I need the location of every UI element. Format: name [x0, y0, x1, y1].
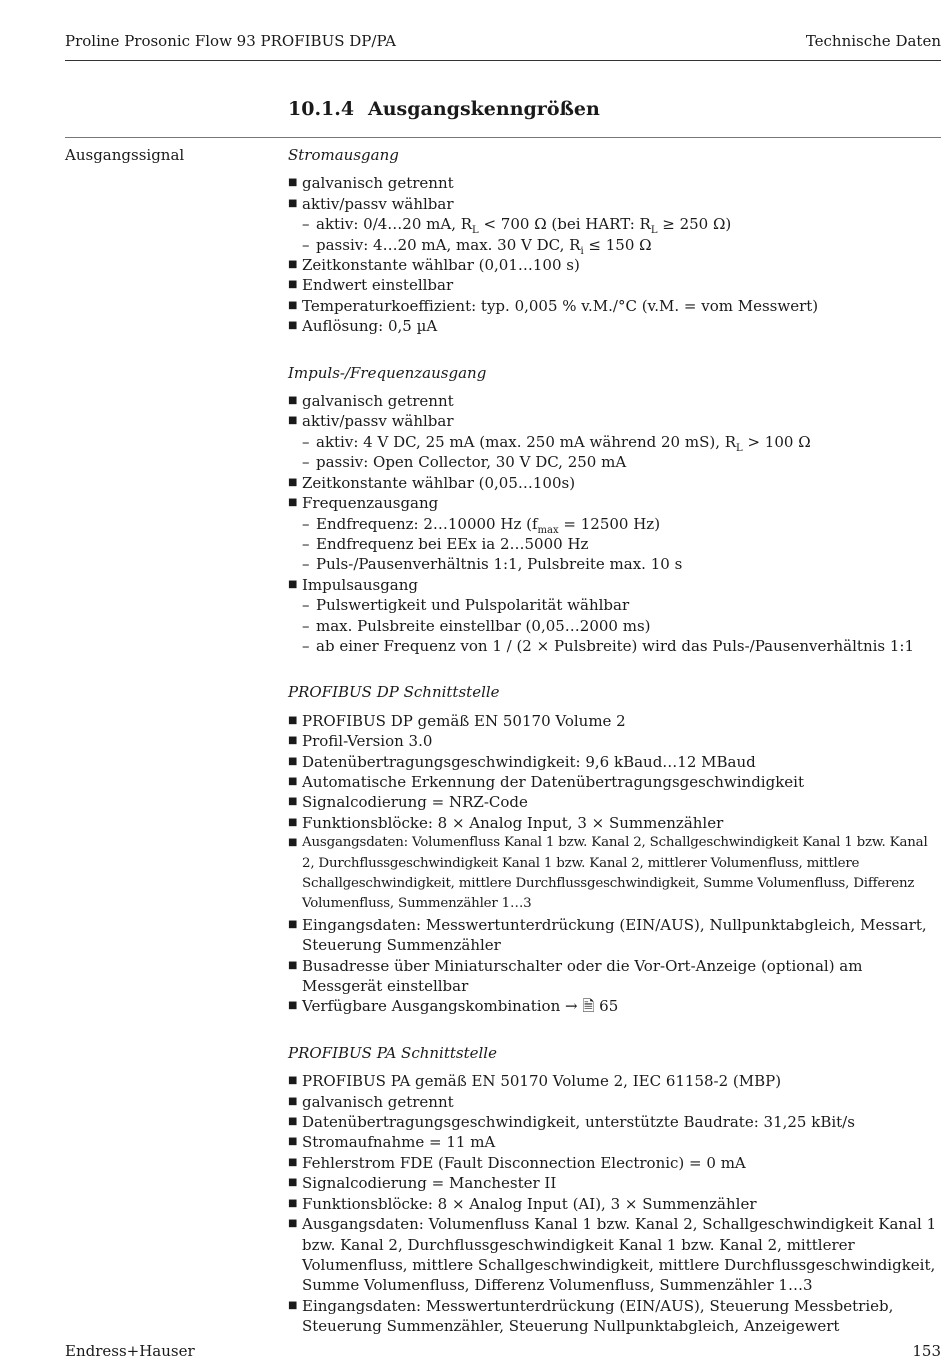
list-item-text: Ausgangsdaten: Volumenfluss Kanal 1 bzw. Kanal 2, Schallgeschwindigkeit Kanal 1 bzw. Kanal 2, Durchflussgeschwindigkeit Kanal 1 bzw. Kanal 2, mittlerer Volumenfluss, mittlere Schallgeschwindigkeit, mittlere Durchflussgeschwindigkeit, Summe Volumenfluss, Differenz Volumenfluss, Summenzähler 1…3 — [302, 1215, 937, 1295]
list-item-text: Zeitkonstante wählbar (0,01…100 s) — [302, 256, 580, 275]
list-item-text: Temperaturkoeffizient: typ. 0,005 % v.M./°C (v.M. = vom Messwert) — [302, 296, 819, 315]
sub-list-item: – ab einer Frequenz von 1 / (2 × Pulsbreite) wird das Puls-/Pausenverhältnis 1:1 — [302, 636, 943, 656]
section-number: 10.1.4 — [288, 98, 355, 120]
list-item-text: Funktionsblöcke: 8 × Analog Input, 3 × Summenzähler — [302, 813, 724, 832]
list-item-text: Fehlerstrom FDE (Fault Disconnection Electronic) = 0 mA — [302, 1153, 746, 1172]
list-item — [288, 1092, 943, 1112]
list-item — [288, 752, 943, 772]
list-item — [288, 194, 943, 255]
list-item-text: aktiv/passv wählbar — [302, 194, 454, 213]
list-item — [288, 1132, 943, 1152]
list-item — [288, 915, 943, 956]
sub-list — [302, 214, 943, 255]
group-title: Impuls-/Frequenzausgang — [288, 363, 487, 382]
sub-list-item: – passiv: 4…20 mA, max. 30 V DC, $R_i \le 150$ Ω — [302, 235, 943, 255]
list-item — [288, 772, 943, 792]
list-item — [288, 1214, 943, 1296]
list-item — [288, 1296, 943, 1337]
list-item — [288, 996, 943, 1016]
margin-label: Ausgangssignal — [65, 146, 185, 164]
list-item-text: Signalcodierung = Manchester II — [302, 1174, 557, 1193]
group-title: PROFIBUS DP Schnittstelle — [288, 683, 500, 702]
list-item — [288, 316, 943, 336]
list-item-text: Auflösung: 0,5 µA — [302, 317, 438, 336]
spec-content — [288, 145, 943, 1363]
spec-group — [288, 1043, 943, 1337]
list-item-text: aktiv/passv wählbar — [302, 412, 454, 431]
list-item-text: galvanisch getrennt — [302, 1092, 454, 1111]
sub-list-item: – aktiv: 4 V DC, 25 mA (max. 250 mA während 20 mS), $R_L > 100$ Ω — [302, 432, 943, 452]
list-item — [288, 792, 943, 812]
list-item-text: Profil-Version 3.0 — [302, 732, 433, 751]
list-item-text: Stromaufnahme = 11 mA — [302, 1133, 496, 1152]
list-item-text: galvanisch getrennt — [302, 392, 454, 411]
list-item — [288, 173, 943, 193]
group-title: PROFIBUS PA Schnittstelle — [288, 1043, 497, 1062]
spec-group — [288, 682, 943, 1017]
list-item — [288, 1173, 943, 1193]
header-chapter-title: Technische Daten — [805, 32, 941, 50]
list-item — [288, 296, 943, 316]
list-item — [288, 1153, 943, 1173]
list-item-text: PROFIBUS DP gemäß EN 50170 Volume 2 — [302, 711, 626, 730]
footer-company: Endress+Hauser — [65, 1342, 195, 1360]
page-number: 153 — [912, 1342, 941, 1360]
list-item — [288, 1112, 943, 1132]
list-item — [288, 1071, 943, 1091]
list-item — [288, 411, 943, 472]
list-item-text: Eingangsdaten: Messwertunterdrückung (EIN/AUS), Nullpunktabgleich, Messart, Steuerung Summenzähler — [302, 915, 927, 955]
sub-list-item: – Puls-/Pausenverhältnis 1:1, Pulsbreite max. 10 s — [302, 554, 943, 574]
list-item-text: Datenübertragungsgeschwindigkeit: 9,6 kBaud…12 MBaud — [302, 752, 756, 771]
list-item-text: galvanisch getrennt — [302, 174, 454, 193]
bullet-list — [288, 173, 943, 336]
section-rule — [65, 137, 941, 138]
section-title: Ausgangskenngrößen — [368, 98, 600, 120]
list-item-text: Automatische Erkennung der Datenübertragungsgeschwindigkeit — [302, 772, 805, 791]
list-item-text: Verfügbare Ausgangskombination → 🗎 65 — [302, 997, 619, 1016]
list-item — [288, 813, 943, 833]
list-item-text: Datenübertragungsgeschwindigkeit, unterstützte Baudrate: 31,25 kBit/s — [302, 1113, 855, 1132]
list-item — [288, 255, 943, 275]
list-item-text: Impulsausgang — [302, 575, 419, 594]
sub-list-item: – Endfrequenz bei EEx ia 2…5000 Hz — [302, 534, 943, 554]
list-item — [288, 473, 943, 493]
list-item-text: Endwert einstellbar — [302, 276, 454, 295]
sub-list-item: – Endfrequenz: 2…10000 Hz ($f_{max} = 12500$ Hz) — [302, 514, 943, 534]
sub-list-item: – max. Pulsbreite einstellbar (0,05…2000 ms) — [302, 616, 943, 636]
section-heading — [288, 98, 600, 120]
list-item — [288, 731, 943, 751]
group-title: Stromausgang — [288, 146, 399, 164]
header-document-title: Proline Prosonic Flow 93 PROFIBUS DP/PA — [65, 32, 396, 50]
list-item — [288, 956, 943, 997]
list-item-text: Busadresse über Miniaturschalter oder die Vor-Ort-Anzeige (optional) am Messgerät einstellbar — [302, 956, 863, 996]
bullet-list — [288, 391, 943, 656]
list-item — [288, 493, 943, 575]
list-item-text: PROFIBUS PA gemäß EN 50170 Volume 2, IEC 61158-2 (MBP) — [302, 1072, 782, 1091]
sub-list — [302, 432, 943, 473]
list-item-text: Signalcodierung = NRZ-Code — [302, 793, 528, 812]
list-item-text: Eingangsdaten: Messwertunterdrückung (EIN/AUS), Steuerung Messbetrieb, Steuerung Summenzähler, Steuerung Nullpunktabgleich, Anzeigewert — [302, 1296, 894, 1336]
list-item — [288, 391, 943, 411]
sub-list-item: – Pulswertigkeit und Pulspolarität wählbar — [302, 595, 943, 615]
sub-list — [302, 514, 943, 575]
sub-list — [302, 595, 943, 656]
list-item-text: Ausgangsdaten: Volumenfluss Kanal 1 bzw. Kanal 2, Schallgeschwindigkeit Kanal 1 bzw. Kanal 2, Durchflussgeschwindigkeit Kanal 1 bzw. Kanal 2, mittlerer Volumenfluss, mittlere Schallgeschwindigkeit, mittlere Durchflussgeschwindigkeit, Summe Volumenfluss, Differenz Volumenfluss, Summenzähler 1…3 — [302, 835, 928, 912]
spec-group — [288, 145, 943, 337]
list-item — [288, 275, 943, 295]
list-item — [288, 833, 943, 915]
header-rule — [65, 60, 941, 61]
spec-group — [288, 363, 943, 657]
bullet-list — [288, 1071, 943, 1336]
list-item-text: Zeitkonstante wählbar (0,05…100s) — [302, 473, 576, 492]
sub-list-item: – aktiv: 0/4…20 mA, $R_L < 700$ Ω (bei HART: $R_L \ge 250$ Ω) — [302, 214, 943, 234]
bullet-list — [288, 711, 943, 1017]
sub-list-item: – passiv: Open Collector, 30 V DC, 250 mA — [302, 452, 943, 472]
list-item — [288, 575, 943, 657]
list-item-text: Funktionsblöcke: 8 × Analog Input (AI), 3 × Summenzähler — [302, 1194, 757, 1213]
list-item — [288, 711, 943, 731]
list-item-text: Frequenzausgang — [302, 494, 439, 513]
list-item — [288, 1194, 943, 1214]
